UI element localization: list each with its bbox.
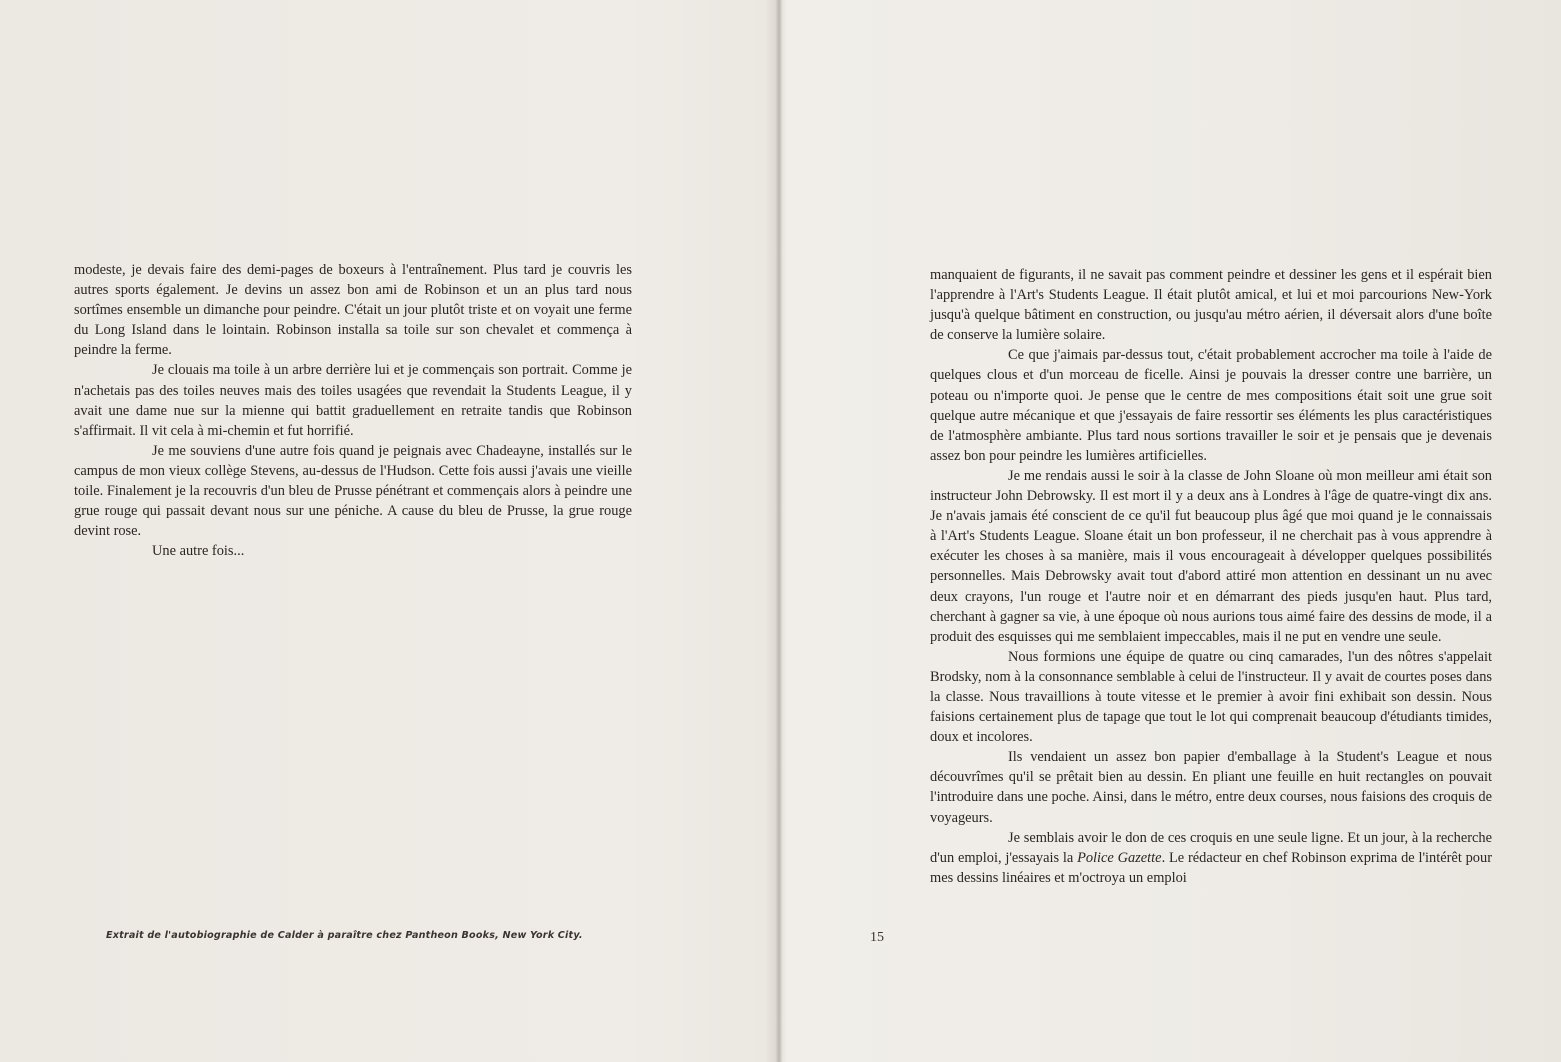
footnote: Extrait de l'autobiographie de Calder à paraître chez Pantheon Books, New York City. <box>106 930 583 941</box>
italic-title: Police Gazette <box>1077 849 1162 866</box>
page-number: 15 <box>870 930 884 945</box>
paragraph: Nous formions une équipe de quatre ou cinq camarades, l'un des nôtres s'appelait Brodsky, nom à la consonnance semblable à celui de l'instructeur. Il y avait de courtes poses dans la classe. Nous travaillions à toute vitesse et le premier à avoir fini exhibait son dessin. Nous faisions certainement plus de tapage que tout le lot qui comprenait beaucoup d'étudiants timides, doux et incolores. <box>930 648 1492 746</box>
right-page-text <box>930 265 1492 888</box>
text-run: . Le rédacteur en chef Robinson exprima de l'intérêt pour mes dessins linéaires et m'octroya un emploi <box>930 849 1492 886</box>
paragraph: Je me rendais aussi le soir à la classe de John Sloane où mon meilleur ami était son instructeur John Debrowsky. Il est mort il y a deux ans à Londres à l'âge de quatre-vingt dix ans. Je n'avais jamais été conscient de ce qu'il fut beaucoup plus âgé que moi quand je le connaissais à l'Art's Students League. Sloane était un bon professeur, il ne cherchait pas à vous apprendre à exécuter les choses à sa manière, mais il vous encourageait à développer quelques possibilités personnelles. Mais Debrowsky avait tout d'abord attiré mon attention en dessinant un nu avec deux crayons, l'un rouge et l'autre noir et en démarrant des pieds jusqu'en haut. Plus tard, cherchant à gagner sa vie, à une époque où nous aurions tous aimé faire des dessins de mode, il a produit des esquisses qui me semblaient impeccables, mais il ne put en vendre une seule. <box>930 467 1492 645</box>
paragraph-last <box>930 828 1492 888</box>
paragraph: Ils vendaient un assez bon papier d'emballage à la Student's League et nous découvrîmes qu'il se prêtait bien au dessin. En pliant une feuille en huit rectangles on pouvait l'introduire dans une poche. Ainsi, dans le métro, entre deux courses, nous faisions des croquis de voyageurs. <box>930 749 1492 826</box>
paragraph: Une autre fois... <box>152 543 245 560</box>
left-page-text <box>74 260 632 561</box>
paragraph: Je me souviens d'une autre fois quand je peignais avec Chadeayne, installés sur le campus de mon vieux collège Stevens, au-dessus de l'Hudson. Cette fois aussi j'avais une vieille toile. Finalement je la recouvris d'un bleu de Prusse pénétrant et commençais alors à peindre une grue rouge qui passait devant nous sur une péniche. A cause du bleu de Prusse, la grue rouge devint rose. <box>74 442 632 540</box>
text-run: Je semblais avoir le don de ces croquis en une seule ligne. Et un jour, à la recherche d'un emploi, j'essayais la <box>930 829 1492 866</box>
paragraph: modeste, je devais faire des demi-pages de boxeurs à l'entraînement. Plus tard je couvris les autres sports également. Je devins un assez bon ami de Robinson et un an plus tard nous sortîmes ensemble un dimanche pour peindre. C'était un jour plutôt triste et on voyait une ferme du Long Island dans le lointain. Robinson installa sa toile sur son chevalet et commença à peindre la ferme. <box>74 262 632 359</box>
right-page <box>780 0 1561 1062</box>
paragraph: Ce que j'aimais par-dessus tout, c'était probablement accrocher ma toile à l'aide de quelques clous et d'un morceau de ficelle. Ainsi je pouvais la dresser contre une barrière, un poteau ou n'importe quoi. Je pense que le centre de mes compositions était soit une grue soit quelque autre mécanique et que j'essayais de faire ressortir ses éléments les plus caractéristiques de l'atmosphère ambiante. Plus tard nous sortions travailler le soir et je pensais que je devenais assez bon pour peindre les lumières artificielles. <box>930 347 1492 464</box>
paragraph: manquaient de figurants, il ne savait pas comment peindre et dessiner les gens et il espérait bien l'apprendre à l'Art's Students League. Il était plutôt amical, et lui et moi parcourions New-York jusqu'à quelque bâtiment en construction, ou jusqu'au métro aérien, il déversait alors d'une boîte de conserve la lumière solaire. <box>930 267 1492 344</box>
paragraph: Je clouais ma toile à un arbre derrière lui et je commençais son portrait. Comme je n'achetais pas des toiles neuves mais des toiles usagées que revendait la Students League, il y avait une dame nue sur la mienne qui battit graduellement en retraite tandis que Robinson s'affirmait. Il vit cela à mi-chemin et fut horrifié. <box>74 362 632 439</box>
left-page <box>0 0 778 1062</box>
